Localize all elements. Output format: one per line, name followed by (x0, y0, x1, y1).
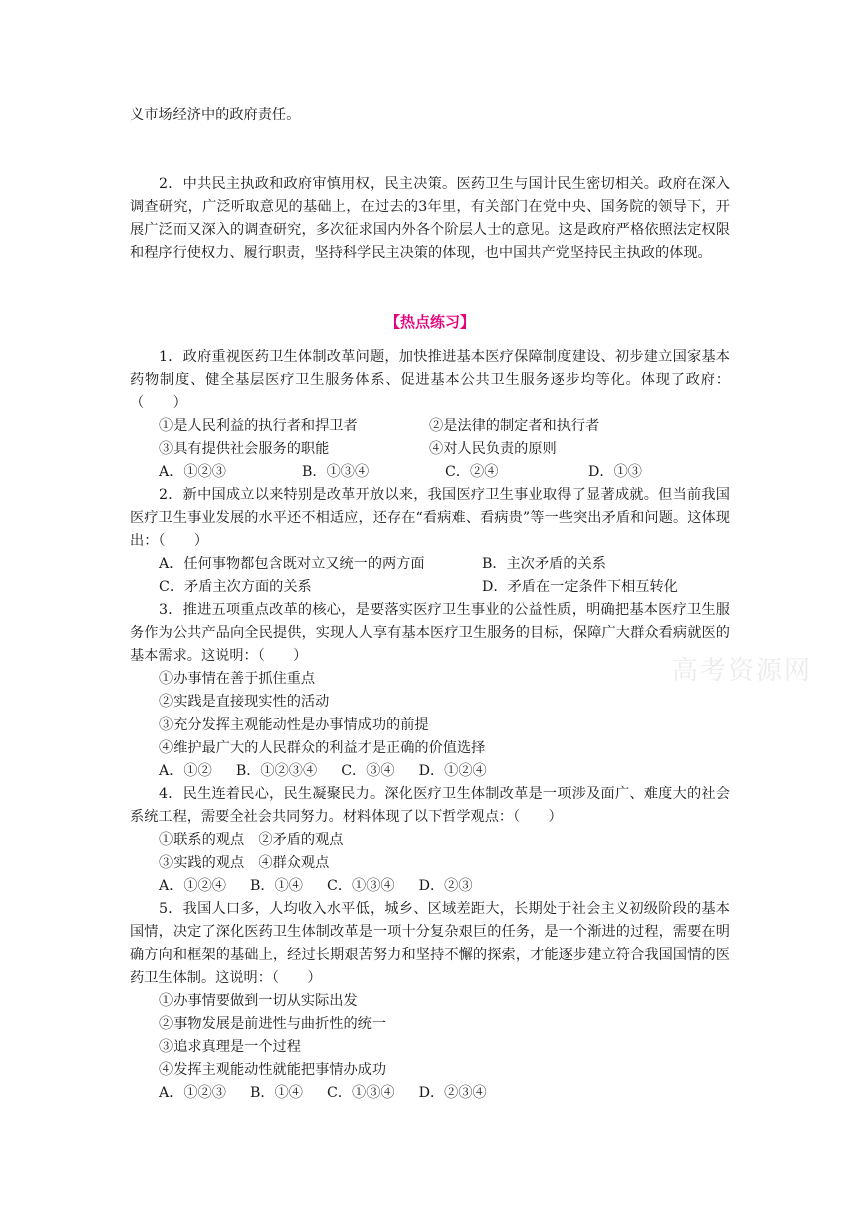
q1-statement-2: ②是法律的制定者和执行者 (429, 418, 600, 434)
q3-choice-b: B．①②③④ (235, 763, 318, 779)
question-1-statements-row-1 (130, 415, 730, 438)
q1-choice-d: D．①③ (588, 464, 642, 480)
q2-choice-b: B．主次矛盾的关系 (482, 556, 606, 572)
q5-choice-d: D．②③④ (418, 1085, 487, 1101)
question-4-stem: 4．民生连着民心，民生凝聚民力。深化医疗卫生体制改革是一项涉及面广、难度大的社会系统工程，需要全社会共同努力。材料体现了以下哲学观点：（ ） (130, 786, 730, 825)
q4-choice-a: A．①②④ (159, 878, 226, 894)
q4-statement-3: ③实践的观点 (159, 855, 245, 871)
question-4-statements-row-2 (130, 852, 730, 875)
q5-statement-1: ①办事情要做到一切从实际出发 (159, 993, 358, 1009)
question-5-stem: 5．我国人口多，人均收入水平低，城乡、区域差距大，长期处于社会主义初级阶段的基本国情，决定了深化医药卫生体制改革是一项十分复杂艰巨的任务，是一个渐进的过程，需要在明确方向和框架的基础上，经过长期艰苦努力和坚持不懈的探索，才能逐步建立符合我国国情的医药卫生体制。这说明：（ ） (130, 901, 730, 986)
question-3-stem: 3．推进五项重点改革的核心，是要落实医疗卫生事业的公益性质，明确把基本医疗卫生服务作为公共产品向全民提供，实现人人享有基本医疗卫生服务的目标，保障广大群众看病就医的基本需求。这说明：（ ） (130, 602, 730, 664)
q2-choice-d: D．矛盾在一定条件下相互转化 (482, 579, 678, 595)
watermark: 高考资源网 (672, 656, 813, 686)
section-title: 【热点练习】 (384, 313, 475, 331)
question-3-choices (130, 760, 730, 783)
q5-statement-3: ③追求真理是一个过程 (159, 1039, 301, 1055)
q3-statement-1: ①办事情在善于抓住重点 (159, 671, 316, 687)
q1-choice-b: B．①③④ (302, 464, 370, 480)
spacer (130, 265, 730, 311)
q3-choice-d: D．①②④ (418, 763, 487, 779)
q5-statement-2: ②事物发展是前进性与曲折性的统一 (159, 1016, 387, 1032)
q5-statement-4: ④发挥主观能动性就能把事情办成功 (159, 1062, 387, 1078)
document-body (130, 104, 730, 1105)
q5-choice-c: C．①③④ (327, 1085, 395, 1101)
q1-choice-c: C．②④ (445, 464, 499, 480)
q3-choice-c: C．③④ (341, 763, 395, 779)
q1-choice-a: A．①②③ (159, 464, 226, 480)
q4-statement-2: ②矛盾的观点 (258, 832, 344, 848)
question-2-choices-row-2 (130, 576, 730, 599)
q1-statement-4: ④对人民负责的原则 (429, 441, 557, 457)
spacer (130, 127, 730, 173)
q3-statement-4: ④维护最广大的人民群众的利益才是正确的价值选择 (159, 740, 486, 756)
question-4-choices (130, 875, 730, 898)
q4-statement-4: ④群众观点 (258, 855, 330, 871)
q5-choice-b: B．①④ (250, 1085, 303, 1101)
point-2-paragraph: 2．中共民主执政和政府审慎用权，民主决策。医药卫生与国计民生密切相关。政府在深入调查研究，广泛听取意见的基础上，在过去的3年里，有关部门在党中央、国务院的领导下，开展广泛而又深入的调查研究，多次征求国内外各个阶层人士的意见。这是政府严格依照法定权限和程序行使权力、履行职责，坚持科学民主决策的体现，也中国共产党坚持民主执政的体现。 (130, 176, 730, 261)
q3-statement-2: ②实践是直接现实性的活动 (159, 694, 330, 710)
question-1-statements-row-2 (130, 438, 730, 461)
q4-choice-d: D．②③ (418, 878, 473, 894)
q1-statement-3: ③具有提供社会服务的职能 (159, 441, 330, 457)
q2-choice-a: A．任何事物都包含既对立又统一的两方面 (159, 556, 425, 572)
intro-line: 义市场经济中的政府责任。 (130, 107, 301, 123)
question-4-statements-row-1 (130, 829, 730, 852)
q3-statement-3: ③充分发挥主观能动性是办事情成功的前提 (159, 717, 429, 733)
question-5-choices (130, 1082, 730, 1105)
question-2-choices-row-1 (130, 553, 730, 576)
question-1-choices (130, 461, 730, 484)
q1-statement-1: ①是人民利益的执行者和捍卫者 (159, 418, 358, 434)
question-2-stem: 2．新中国成立以来特别是改革开放以来，我国医疗卫生事业取得了显著成就。但当前我国医疗卫生事业发展的水平还不相适应，还存在“看病难、看病贵”等一些突出矛盾和问题。这体现出：（ ） (130, 487, 730, 549)
q4-choice-c: C．①③④ (327, 878, 395, 894)
q2-choice-c: C．矛盾主次方面的关系 (159, 579, 312, 595)
question-1-stem: 1．政府重视医药卫生体制改革问题，加快推进基本医疗保障制度建设、初步建立国家基本药物制度、健全基层医疗卫生服务体系、促进基本公共卫生服务逐步均等化。体现了政府：（ ） (130, 349, 730, 411)
q4-choice-b: B．①④ (250, 878, 303, 894)
q3-choice-a: A．①② (159, 763, 212, 779)
q5-choice-a: A．①②③ (159, 1085, 226, 1101)
q4-statement-1: ①联系的观点 (159, 832, 245, 848)
